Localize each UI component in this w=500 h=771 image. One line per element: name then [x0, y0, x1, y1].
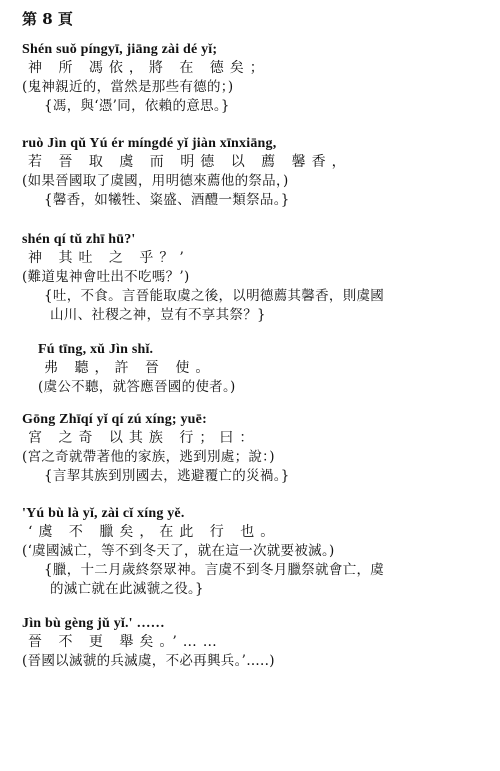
pinyin-line: Fú tīng, xǔ Jìn shǐ.: [38, 342, 154, 357]
annotation-line: {馮，與‘憑’同，依賴的意思。}: [44, 98, 230, 114]
annotation-line: 的滅亡就在此滅虢之役。}: [50, 581, 204, 597]
chinese-line: 弗 聽，許 晉 使。: [44, 360, 216, 376]
translation-line: (‘虞國滅亡，等不到冬天了，就在這一次就要被滅。): [22, 543, 335, 559]
translation-line: (晉國以滅虢的兵滅虞，不必再興兵。’…..): [22, 653, 275, 669]
annotation-line: {馨香，如犧牲、粢盛、酒醴一類祭品。}: [44, 192, 290, 208]
annotation-line: {吐，不食。言晉能取虞之後，以明德薦其馨香，則虞國: [44, 288, 385, 304]
translation-line: (難道鬼神會吐出不吃嗎？’): [22, 269, 190, 285]
pinyin-line: ruò Jìn qǔ Yú ér míngdé yǐ jiàn xīnxiāng,: [22, 136, 277, 151]
passage: [22, 504, 492, 599]
pinyin-line: shén qí tǔ zhī hū?': [22, 232, 136, 247]
chinese-line: ‘虞 不 臘矣，在此 行 也。: [28, 524, 281, 540]
passage: [22, 614, 492, 671]
translation-line: (鬼神親近的，當然是那些有德的；): [22, 79, 234, 95]
chinese-line: 神 所 馮依，將 在 德矣；: [28, 60, 270, 76]
pinyin-line: Gōng Zhīqí yǐ qí zú xíng; yuē:: [22, 412, 207, 427]
annotation-line: {言挈其族到別國去，逃避覆亡的災禍。}: [44, 468, 290, 484]
annotation-line: {臘，十二月歲終祭眾神。言虞不到冬月臘祭就會亡，虞: [44, 562, 385, 578]
chinese-line: 宮 之奇 以其族 行；曰：: [28, 430, 260, 446]
passage: [22, 134, 492, 210]
pinyin-line: Jìn bù gèng jǔ yǐ.' ……: [22, 616, 165, 631]
pinyin-line: Shén suǒ píngyī, jiāng zài dé yǐ;: [22, 42, 218, 57]
passage: [38, 340, 500, 397]
passage: [22, 40, 492, 116]
passage: [22, 410, 492, 486]
chinese-line: 神 其吐 之 乎？’: [28, 250, 190, 266]
annotation-line: 山川、社稷之神，豈有不享其祭？}: [50, 307, 266, 323]
translation-line: (如果晉國取了虞國，用明德來薦他的祭品，): [22, 173, 289, 189]
translation-line: (宮之奇就帶著他的家族，逃到別處；說：): [22, 449, 275, 465]
pinyin-line: 'Yú bù là yǐ, zài cǐ xíng yě.: [22, 506, 185, 521]
chinese-line: 晉 不 更 舉矣。’……: [28, 634, 223, 650]
chinese-line: 若 晉 取 虞 而 明德 以 薦 馨香，: [28, 154, 352, 170]
translation-line: (虞公不聽，就答應晉國的使者。): [38, 379, 236, 395]
passage: [22, 230, 492, 325]
page-header: 第 8 頁: [22, 10, 73, 28]
